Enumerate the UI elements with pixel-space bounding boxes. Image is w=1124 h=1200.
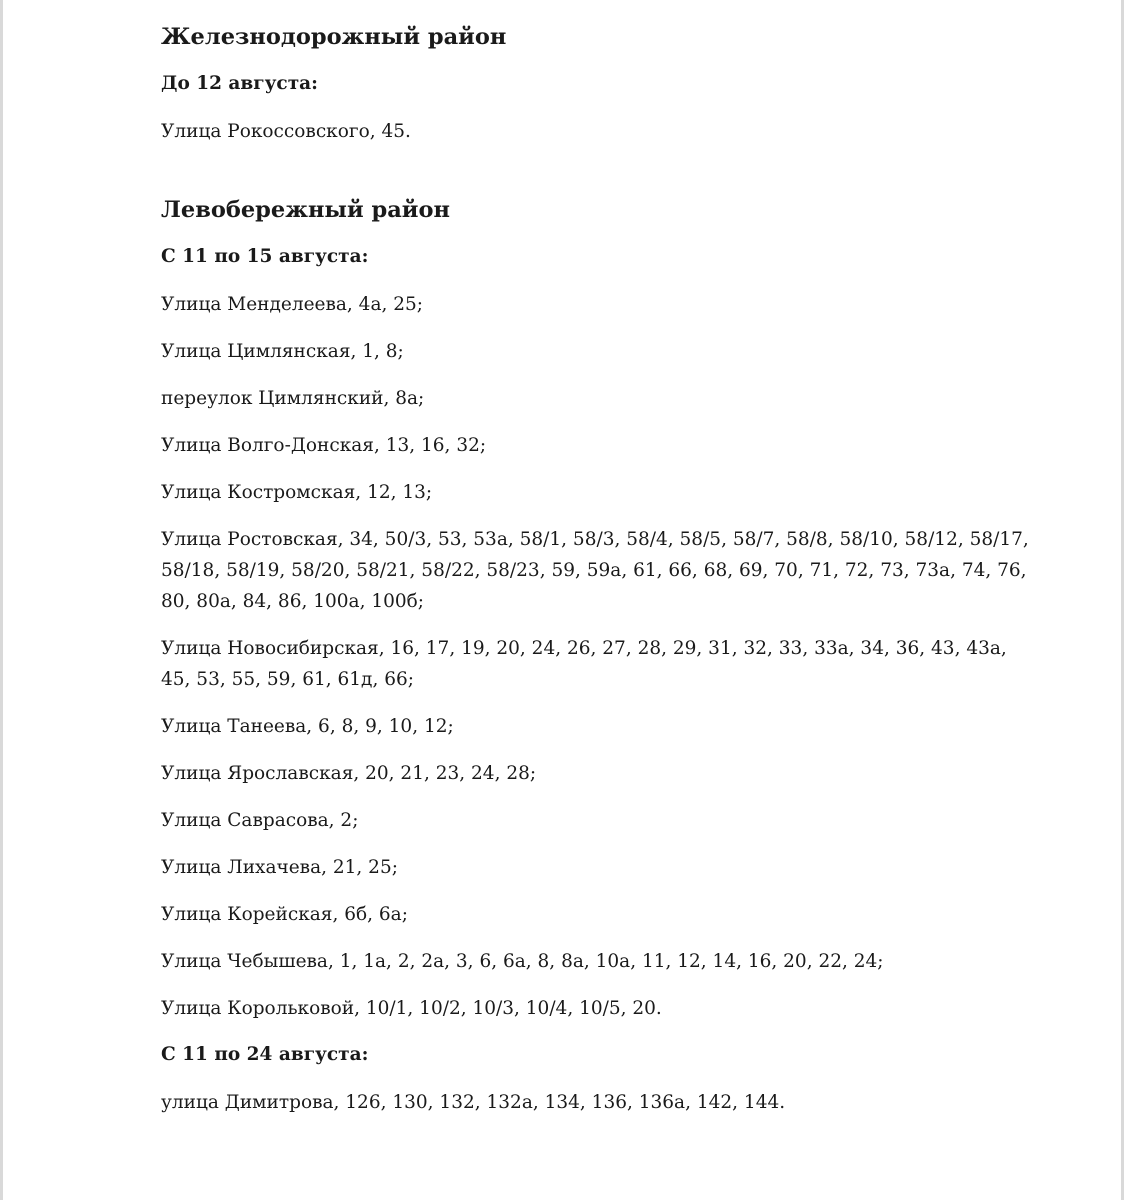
address-entry: Улица Саврасова, 2; bbox=[161, 810, 359, 831]
period-label: С 11 по 24 августа: bbox=[161, 1044, 369, 1065]
district-title: Левобережный район bbox=[161, 197, 450, 223]
address-entry: переулок Цимлянский, 8а; bbox=[161, 388, 425, 409]
district-zheleznodorozhny bbox=[161, 22, 1041, 147]
address-entry: Улица Новосибирская, 16, 17, 19, 20, 24, 26, 27, 28, 29, 31, 32, 33, 33а, 34, 36, 43, 43а, 45, 53, 55, 59, 61, 61д, 66; bbox=[161, 638, 1007, 690]
page-left-border bbox=[0, 0, 3, 1200]
address-entry: Улица Костромская, 12, 13; bbox=[161, 482, 433, 503]
address-entry: Улица Цимлянская, 1, 8; bbox=[161, 341, 404, 362]
district-title: Железнодорожный район bbox=[161, 24, 507, 50]
address-entry: Улица Ростовская, 34, 50/3, 53, 53а, 58/1, 58/3, 58/4, 58/5, 58/7, 58/8, 58/10, 58/12, 58/17, 58/18, 58/19, 58/20, 58/21, 58/22, 58/23, 59, 59а, 61, 66, 68, 69, 70, 71, 72, 73, 73а, 74, 76, 80, 80а, 84, 86, 100а, 100б; bbox=[161, 529, 1029, 612]
address-entry: Улица Рокоссовского, 45. bbox=[161, 121, 411, 142]
address-entry: Улица Лихачева, 21, 25; bbox=[161, 857, 398, 878]
address-entry: Улица Волго-Донская, 13, 16, 32; bbox=[161, 435, 487, 456]
period-label: С 11 по 15 августа: bbox=[161, 246, 369, 267]
address-entry: улица Димитрова, 126, 130, 132, 132а, 134, 136, 136а, 142, 144. bbox=[161, 1092, 786, 1113]
address-entry: Улица Танеева, 6, 8, 9, 10, 12; bbox=[161, 716, 454, 737]
address-entry: Улица Менделеева, 4а, 25; bbox=[161, 294, 424, 315]
address-entry: Улица Ярославская, 20, 21, 23, 24, 28; bbox=[161, 763, 537, 784]
address-entry: Улица Чебышева, 1, 1а, 2, 2а, 3, 6, 6а, 8, 8а, 10а, 11, 12, 14, 16, 20, 22, 24; bbox=[161, 951, 884, 972]
district-levoberezhny bbox=[161, 195, 1041, 1118]
document-body bbox=[161, 22, 1041, 1134]
address-entry: Улица Корольковой, 10/1, 10/2, 10/3, 10/4, 10/5, 20. bbox=[161, 998, 662, 1019]
address-entry: Улица Корейская, 6б, 6а; bbox=[161, 904, 408, 925]
period-label: До 12 августа: bbox=[161, 73, 318, 94]
